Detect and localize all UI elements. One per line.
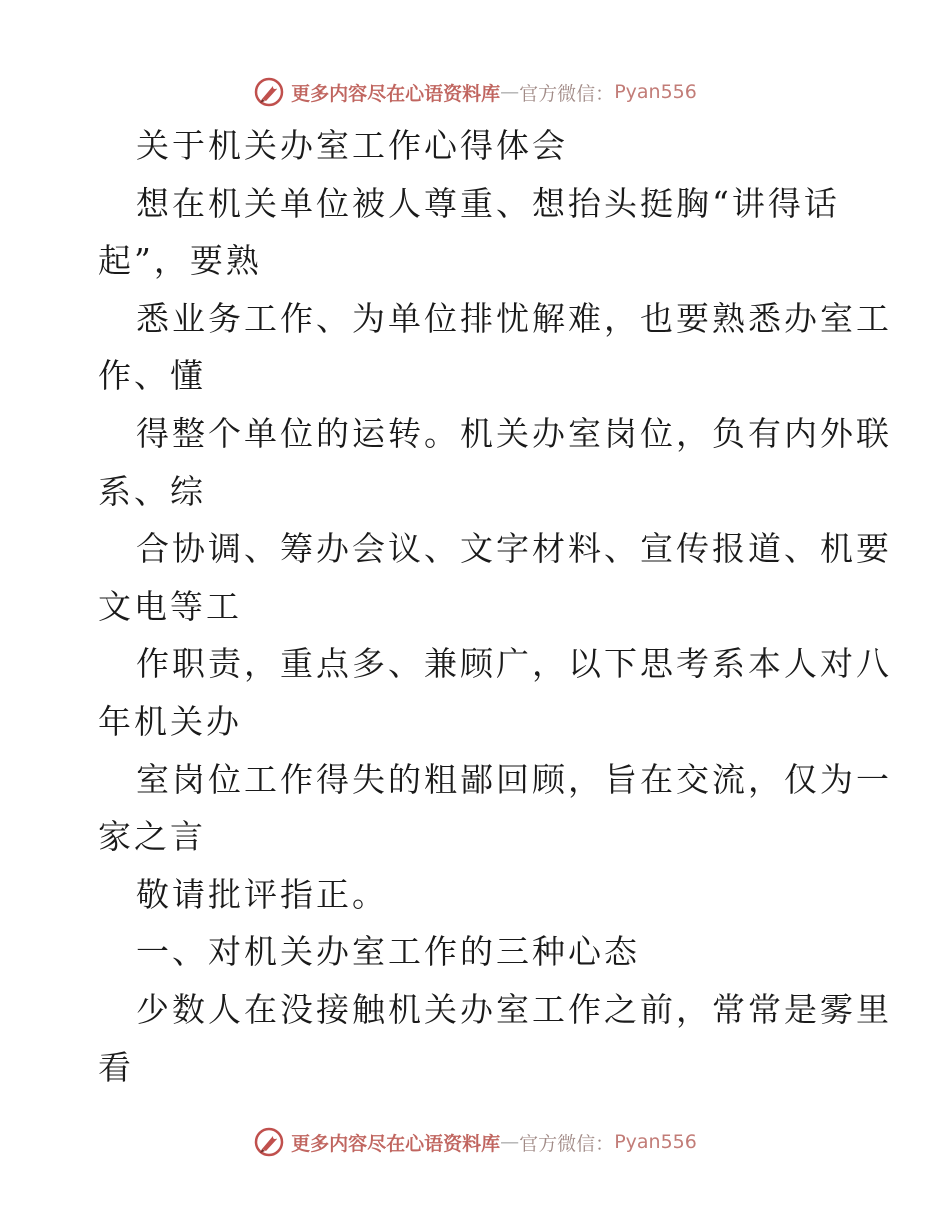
text-line: 年机关办 (98, 701, 242, 741)
text-line: 作职责，重点多、兼顾广，以下思考系本人对八 (136, 644, 892, 684)
banner-dash: — (500, 81, 520, 103)
banner-wechat-label: 官方微信： (519, 1132, 615, 1155)
document-title: 关于机关办室工作心得体会 (136, 126, 568, 165)
text-line: 得整个单位的运转。机关办室岗位，负有内外联 (136, 413, 892, 453)
banner-brand-text: 更多内容尽在心语资料库 (291, 82, 501, 105)
banner-wechat-id: Pyan556 (614, 81, 697, 103)
section-heading: 一、对机关办室工作的三种心态 (136, 932, 640, 972)
header-watermark-banner (0, 72, 950, 112)
banner-dash: — (500, 1131, 520, 1153)
text-line: 室岗位工作得失的粗鄙回顾，旨在交流，仅为一 (136, 759, 892, 799)
text-line: 少数人在没接触机关办室工作之前，常常是雾里 (136, 989, 892, 1029)
banner-wechat-label: 官方微信： (519, 82, 615, 105)
document-body (98, 117, 892, 1096)
text-line: 家之言 (98, 817, 206, 857)
text-line: 看 (98, 1047, 134, 1087)
text-line: 敬请批评指正。 (136, 874, 388, 914)
text-line: 起”，要熟 (98, 241, 262, 281)
text-line: 合协调、筹办会议、文字材料、宣传报道、机要 (136, 529, 892, 569)
text-line: 想在机关单位被人尊重、想抬头挺胸“讲得话 (136, 183, 840, 223)
text-line: 文电等工 (98, 586, 242, 626)
pen-logo-icon (253, 1126, 285, 1158)
banner-wechat-id: Pyan556 (614, 1131, 697, 1153)
text-line: 悉业务工作、为单位排忧解难，也要熟悉办室工 (136, 298, 892, 338)
banner-brand-text: 更多内容尽在心语资料库 (291, 1132, 501, 1155)
footer-watermark-banner (0, 1122, 950, 1162)
text-line: 作、懂 (98, 356, 206, 396)
text-line: 系、综 (98, 471, 206, 511)
pen-logo-icon (253, 76, 285, 108)
